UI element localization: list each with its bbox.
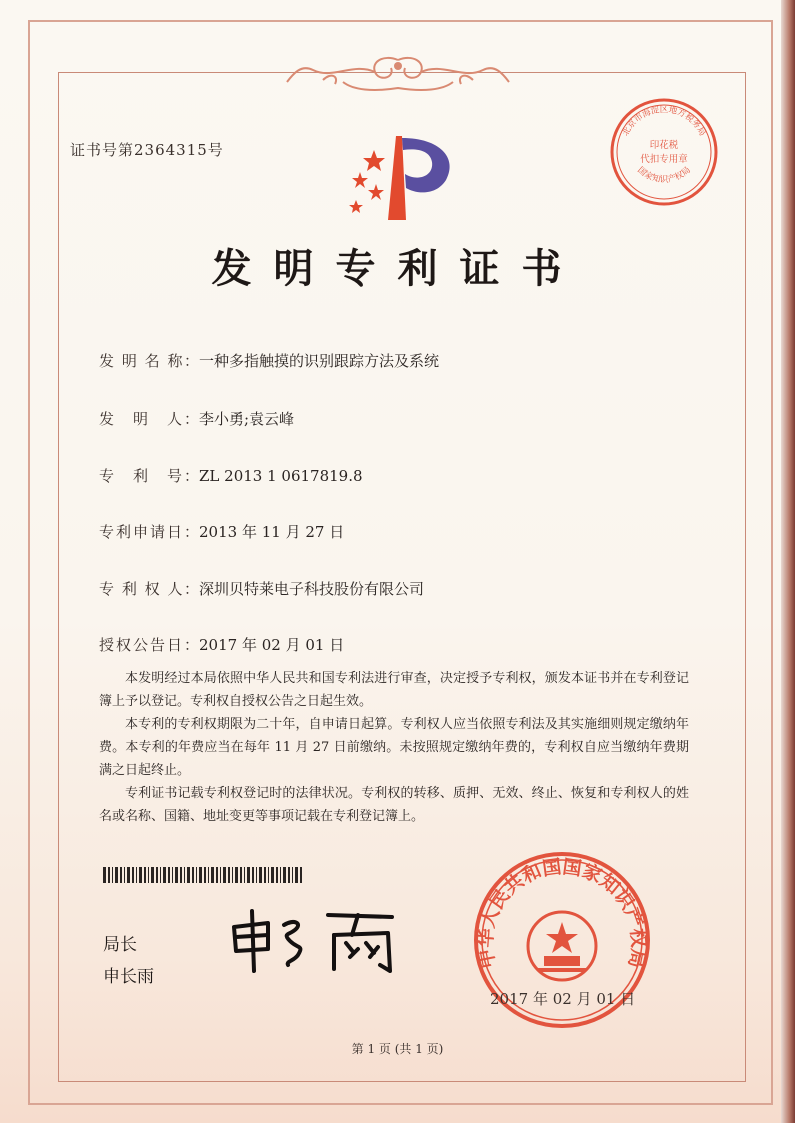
tax-seal-icon — [608, 96, 720, 208]
patentee-field — [99, 578, 424, 599]
small-seal-top-text: 北京市海淀区地方税务局 — [620, 105, 708, 138]
field-label: 授权公告日： — [99, 636, 199, 654]
official-title: 局长 — [103, 935, 137, 955]
inventor-field — [99, 408, 294, 429]
field-value: 2013 年 11 月 27 日 — [199, 523, 345, 541]
field-value: 李小勇;袁云峰 — [199, 410, 295, 428]
field-label: 专 利 权 人： — [99, 580, 199, 598]
field-value: ZL 2013 1 0617819.8 — [199, 467, 363, 485]
handwritten-signature-icon — [224, 905, 404, 975]
grant-date-field — [99, 634, 344, 655]
invention-name-field — [99, 350, 439, 371]
svg-text:印花税: 印花税 — [649, 140, 679, 151]
body-paragraph: 专利证书记载专利权登记时的法律状况。专利权的转移、质押、无效、终止、恢复和专利权人的姓名或名称、国籍、地址变更等事项记载在专利登记簿上。 — [99, 786, 689, 824]
svg-text:国家知识产权局 — [635, 165, 692, 185]
binding-edge — [781, 0, 795, 1123]
official-name: 申长雨 — [103, 967, 154, 987]
page-number: 第 1 页 (共 1 页) — [351, 1042, 444, 1056]
barcode-icon — [103, 867, 303, 883]
patent-office-logo-icon — [336, 128, 460, 230]
field-label: 专利申请日： — [99, 523, 199, 541]
svg-text:代扣专用章: 代扣专用章 — [640, 154, 688, 165]
field-value: 一种多指触摸的识别跟踪方法及系统 — [199, 352, 440, 370]
big-seal-text: 中华人民共和国国家知识产权局 — [474, 855, 650, 971]
body-paragraph: 本发明经过本局依照中华人民共和国专利法进行审查，决定授予专利权，颁发本证书并在专利登记簿上予以登记。专利权自授权公告之日起生效。 — [99, 671, 689, 709]
issue-date: 2017 年 02 月 01 日 — [490, 990, 636, 1008]
patent-number-field — [99, 465, 363, 486]
certificate-title: 发明专利证书 — [211, 245, 584, 292]
filing-date-field — [99, 521, 344, 542]
certificate-number: 证书号第2364315号 — [70, 141, 224, 159]
field-value: 深圳贝特莱电子科技股份有限公司 — [199, 580, 425, 598]
field-label: 专 利 号： — [99, 467, 199, 485]
field-label: 发 明 名 称： — [99, 352, 199, 370]
ornament-icon — [283, 52, 513, 96]
body-paragraph: 本专利的专利权期限为二十年，自申请日起算。专利权人应当依照专利法及其实施细则规定缴纳年费。本专利的年费应当在每年 11 月 27 日前缴纳。未按照规定缴纳年费的，专利权自应当缴纳年费期满之日起终止。 — [99, 717, 689, 778]
field-value: 2017 年 02 月 01 日 — [199, 636, 345, 654]
field-label: 发 明 人： — [99, 410, 199, 428]
small-seal-bottom-text: 国家知识产权局 — [635, 165, 693, 186]
